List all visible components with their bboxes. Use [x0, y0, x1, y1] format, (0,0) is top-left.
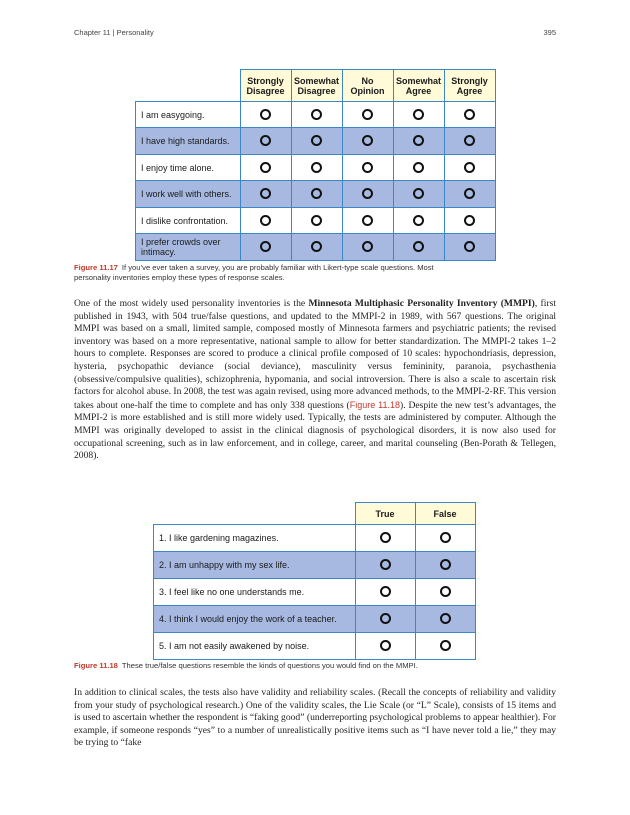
radio-option[interactable]	[440, 613, 451, 624]
radio-option[interactable]	[362, 241, 373, 252]
likert-column-header: Strongly Disagree	[240, 70, 291, 102]
radio-option[interactable]	[464, 135, 475, 146]
validity-scales-paragraph: In addition to clinical scales, the tests also have validity and reliability scales. (Recall the concepts of reliability and validity from your study of psychological research.) One of the validity scales, the Lie Scale (or “L” Scale), consists of 15 items and is used to ascertain whether the respondent is “faking good” (underreporting psychological problems to appear healthier). For example, if someone responds “yes” to a number of unrealistically positive items such as “I have never told a lie,” they may be trying to “fake	[74, 687, 556, 749]
radio-option[interactable]	[311, 162, 322, 173]
radio-option[interactable]	[260, 135, 271, 146]
radio-option[interactable]	[311, 215, 322, 226]
radio-option[interactable]	[362, 188, 373, 199]
radio-option[interactable]	[413, 241, 424, 252]
mmpi-paragraph: One of the most widely used personality inventories is the Minnesota Multiphasic Personality Inventory (MMPI), first published in 1943, with 504 true/false questions, and updated to the MMPI-2 in 1989, with 567 questions. The original MMPI was based on a small, limited sample, composed mostly of Minnesota farmers and psychiatric patients; the revised inventory was based on a more representative, national sample to allow for better standardization. The MMPI-2 takes 1–2 hours to complete. Responses are scored to produce a clinical profile composed of 10 scales: hypochondriasis, depression, hysteria, psychopathic deviance (social deviance), masculinity versus femininity, paranoia, psychasthenia (obsessive/compulsive qualities), schizophrenia, hypomania, and social introversion. There is also a scale to ascertain risk factors for alcohol abuse. In 2008, the test was again revised, using more advanced methods, to the MMPI-2-RF. This version takes about one-half the time to complete and has only 338 questions (Figure 11.18). Despite the new test’s advantages, the MMPI-2 is more established and is still more widely used. Typically, the tests are administered by computer. Although the MMPI was originally developed to assist in the clinical diagnosis of psychological disorders, it is now also used for occupational screening, such as in law enforcement, and in college, career, and marital counseling (Ben-Porath & Tellegen, 2008).	[74, 298, 557, 462]
radio-option[interactable]	[440, 532, 451, 543]
radio-option[interactable]	[440, 586, 451, 597]
radio-option[interactable]	[413, 188, 424, 199]
running-header-chapter: Chapter 11 | Personality	[74, 28, 154, 37]
radio-option[interactable]	[464, 215, 475, 226]
tf-statement: 5. I am not easily awakened by noise.	[154, 633, 356, 660]
radio-option[interactable]	[413, 215, 424, 226]
likert-column-header: Somewhat Agree	[393, 70, 444, 102]
likert-statement: I enjoy time alone.	[136, 155, 241, 181]
likert-statement: I dislike confrontation.	[136, 208, 241, 234]
likert-statement: I am easygoing.	[136, 102, 241, 128]
likert-header-row	[136, 70, 496, 102]
radio-option[interactable]	[311, 135, 322, 146]
tf-row	[154, 552, 476, 579]
likert-statement: I prefer crowds over intimacy.	[136, 234, 241, 261]
radio-option[interactable]	[380, 559, 391, 570]
radio-option[interactable]	[260, 188, 271, 199]
radio-option[interactable]	[260, 241, 271, 252]
radio-option[interactable]	[362, 162, 373, 173]
radio-option[interactable]	[362, 135, 373, 146]
radio-option[interactable]	[464, 241, 475, 252]
radio-option[interactable]	[311, 109, 322, 120]
tf-statement: 3. I feel like no one understands me.	[154, 579, 356, 606]
likert-row	[136, 181, 496, 208]
radio-option[interactable]	[311, 241, 322, 252]
key-term: Minnesota Multiphasic Personality Inventory (MMPI)	[308, 298, 535, 309]
tf-statement: 4. I think I would enjoy the work of a teacher.	[154, 606, 356, 633]
radio-option[interactable]	[440, 640, 451, 651]
radio-option[interactable]	[464, 109, 475, 120]
radio-option[interactable]	[362, 109, 373, 120]
tf-column-header: False	[415, 503, 475, 525]
likert-column-header: Strongly Agree	[444, 70, 495, 102]
likert-statement: I work well with others.	[136, 181, 241, 208]
true-false-table	[153, 502, 476, 660]
likert-column-header: Somewhat Disagree	[291, 70, 342, 102]
figure-label: Figure 11.17	[74, 263, 118, 272]
tf-header-row	[154, 503, 476, 525]
likert-row	[136, 208, 496, 234]
radio-option[interactable]	[413, 109, 424, 120]
likert-row	[136, 234, 496, 261]
radio-option[interactable]	[362, 215, 373, 226]
radio-option[interactable]	[380, 640, 391, 651]
tf-column-header: True	[355, 503, 415, 525]
radio-option[interactable]	[380, 586, 391, 597]
tf-row	[154, 579, 476, 606]
figure-11-18-caption: Figure 11.18 These true/false questions resemble the kinds of questions you would find on the MMPI.	[74, 661, 418, 670]
figure-11-17-caption: Figure 11.17 If you’ve ever taken a survey, you are probably familiar with Likert-type scale questions. Most personality inventories employ these types of response scales.	[74, 263, 434, 282]
figure-link[interactable]: Figure 11.18	[349, 399, 401, 410]
radio-option[interactable]	[440, 559, 451, 570]
tf-row	[154, 606, 476, 633]
radio-option[interactable]	[260, 109, 271, 120]
radio-option[interactable]	[380, 532, 391, 543]
radio-option[interactable]	[464, 188, 475, 199]
likert-row	[136, 102, 496, 128]
radio-option[interactable]	[260, 162, 271, 173]
tf-statement: 1. I like gardening magazines.	[154, 525, 356, 552]
figure-label: Figure 11.18	[74, 661, 118, 670]
likert-scale-table	[135, 69, 496, 261]
tf-row	[154, 525, 476, 552]
radio-option[interactable]	[380, 613, 391, 624]
likert-row	[136, 128, 496, 155]
radio-option[interactable]	[260, 215, 271, 226]
radio-option[interactable]	[413, 162, 424, 173]
likert-row	[136, 155, 496, 181]
radio-option[interactable]	[464, 162, 475, 173]
likert-statement: I have high standards.	[136, 128, 241, 155]
likert-column-header: No Opinion	[342, 70, 393, 102]
radio-option[interactable]	[311, 188, 322, 199]
page-number: 395	[543, 28, 556, 37]
tf-statement: 2. I am unhappy with my sex life.	[154, 552, 356, 579]
tf-row	[154, 633, 476, 660]
radio-option[interactable]	[413, 135, 424, 146]
